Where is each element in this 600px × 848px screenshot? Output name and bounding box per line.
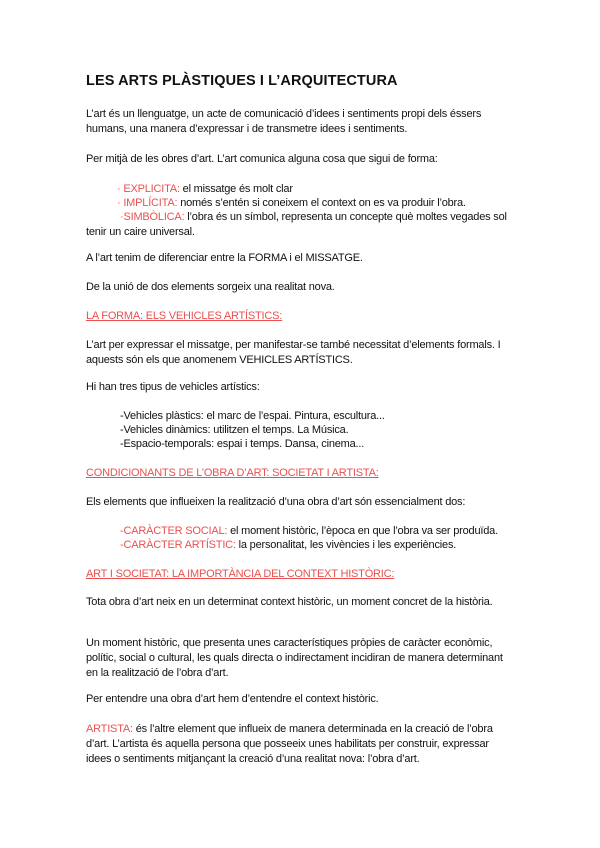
- form-symbolic-text: l’obra és un símbol, representa un concepte què moltes vegades sol tenir un caire universal.: [86, 211, 507, 238]
- form-explicit-label: · EXPLICITA:: [117, 183, 180, 195]
- form-vs-message-paragraph: A l’art tenim de diferenciar entre la FORMA i el MISSATGE.: [86, 252, 363, 264]
- society-paragraph-3: Per entendre una obra d’art hem d’entendre el context històric.: [86, 693, 379, 705]
- via-art-paragraph: Per mitjà de les obres d’art. L’art comunica alguna cosa que sigui de forma:: [86, 153, 438, 165]
- factor-social-label: -CARÀCTER SOCIAL:: [120, 525, 228, 537]
- conditions-paragraph: Els elements que influeixen la realització d’una obra d’art són essencialment dos:: [86, 496, 466, 508]
- document-title: LES ARTS PLÀSTIQUES I L’ARQUITECTURA: [86, 73, 398, 89]
- vehicle-item: -Vehicles plàstics: el marc de l’espai. Pintura, escultura...: [120, 410, 385, 422]
- section-heading-form: LA FORMA: ELS VEHICLES ARTÍSTICS:: [86, 310, 283, 322]
- artist-paragraph: [86, 722, 516, 767]
- society-paragraph-2: Un moment històric, que presenta unes característiques pròpies de caràcter econòmic, polític, social o cultural, les quals directa o indirectament incidiran de manera determinant en la realització de l’obra d’art.: [86, 637, 503, 679]
- form-symbolic-label: ·SIMBÒLICA:: [120, 211, 185, 223]
- artist-text: és l’altre element que influeix de manera determinada en la creació de l’obra d’art. L’artista és aquella persona que posseeix unes habilitats per construir, expressar idees o sentiments mitjançant la creació d’una realitat nova: l’obra d’art.: [86, 723, 493, 765]
- form-paragraph: L’art per expressar el missatge, per manifestar-se també necessitat d’elements formals. I aquests són els que anomenem VEHICLES ARTÍSTICS.: [86, 339, 501, 366]
- factor-artistic: [120, 538, 520, 553]
- union-paragraph: De la unió de dos elements sorgeix una realitat nova.: [86, 281, 335, 293]
- section-heading-conditions: CONDICIONANTS DE L’OBRA D’ART: SOCIETAT I ARTISTA:: [86, 467, 379, 479]
- factor-social-text: el moment històric, l’època en que l’obra va ser produïda.: [227, 525, 498, 537]
- factor-artistic-label: -CARÀCTER ARTÍSTIC:: [120, 539, 236, 551]
- artist-label: ARTISTA:: [86, 723, 133, 735]
- form-symbolic: [86, 210, 516, 240]
- form-implicit: [117, 196, 517, 211]
- form-explicit-text: el missatge és molt clar: [179, 183, 293, 195]
- factor-artistic-text: la personalitat, les vivències i les experiències.: [235, 539, 457, 551]
- form-implicit-label: · IMPLÍCITA:: [117, 197, 178, 209]
- vehicle-types-intro: Hi han tres tipus de vehicles artístics:: [86, 381, 260, 393]
- vehicle-item: -Vehicles dinàmics: utilitzen el temps. La Música.: [120, 424, 349, 436]
- factor-social: [120, 524, 520, 539]
- vehicle-item: -Espacio-temporals: espai i temps. Dansa, cinema...: [120, 438, 365, 450]
- form-implicit-text: només s’entén si coneixem el context on es va produir l’obra.: [177, 197, 466, 209]
- section-heading-society: ART I SOCIETAT: LA IMPORTÀNCIA DEL CONTEXT HISTÒRIC:: [86, 568, 395, 580]
- form-explicit: [117, 182, 517, 197]
- society-paragraph-1: Tota obra d’art neix en un determinat context històric, un moment concret de la història.: [86, 596, 493, 608]
- intro-paragraph: L’art és un llenguatge, un acte de comunicació d’idees i sentiments propi dels éssers humans, una manera d’expressar i de transmetre idees i sentiments.: [86, 108, 482, 135]
